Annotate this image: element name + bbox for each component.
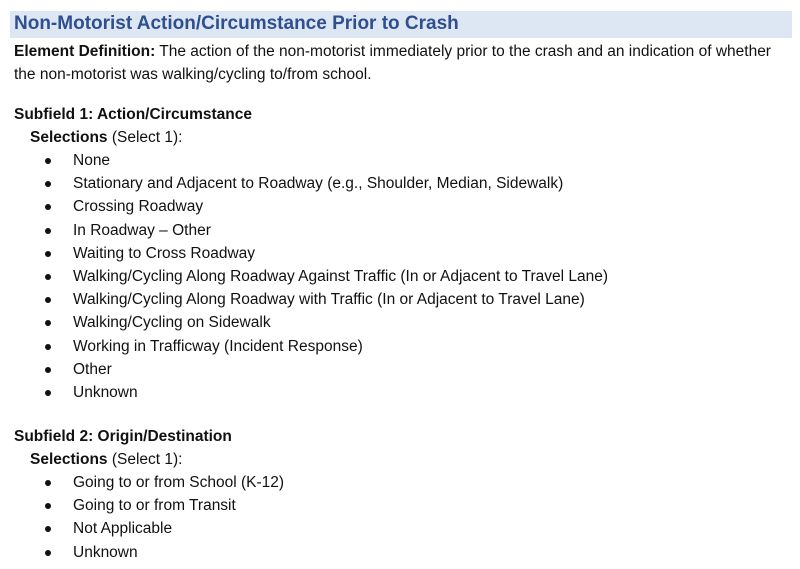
bullet-icon	[45, 274, 51, 280]
selections-note: (Select 1):	[107, 451, 183, 468]
list-item-text: Working in Trafficway (Incident Response)	[73, 337, 363, 355]
list-item-text: Waiting to Cross Roadway	[73, 244, 256, 262]
list-item-text: Crossing Roadway	[73, 198, 204, 216]
bullet-icon	[45, 526, 51, 532]
list-item-text: Walking/Cycling Along Roadway with Traffic (In or Adjacent to Travel Lane)	[73, 291, 585, 309]
definition-text: The action of the non-motorist immediately prior to the crash and an indication of whether the non-motorist was walking/cycling to/from school.	[14, 43, 771, 83]
list-item-text: Unknown	[73, 383, 138, 401]
bullet-icon	[45, 204, 51, 210]
subfield-1-selections	[30, 126, 182, 149]
list-item-text: Unknown	[73, 543, 138, 561]
bullet-icon	[45, 503, 51, 509]
bullet-icon	[45, 228, 51, 234]
subfield-2-heading: Subfield 2: Origin/Destination	[14, 428, 232, 445]
bullet-icon	[45, 480, 51, 486]
list-item-text: Other	[73, 360, 112, 378]
list-item-text: Going to or from Transit	[73, 497, 236, 515]
subfield-1-heading: Subfield 1: Action/Circumstance	[14, 106, 252, 123]
subfield-2-selections	[30, 448, 182, 471]
list-item-text: Going to or from School (K-12)	[73, 474, 285, 491]
bullet-icon	[45, 367, 51, 373]
bullet-icon	[45, 390, 51, 396]
list-item-text: In Roadway – Other	[73, 221, 211, 239]
page-title: Non-Motorist Action/Circumstance Prior to Crash	[14, 13, 459, 34]
list-item-text: None	[73, 152, 111, 169]
bullet-icon	[45, 251, 51, 257]
definition-label: Element Definition:	[14, 43, 156, 60]
title-bar	[10, 11, 792, 38]
list-item-text: Not Applicable	[73, 520, 173, 538]
bullet-icon	[45, 158, 51, 164]
list-item-text: Stationary and Adjacent to Roadway (e.g., Shoulder, Median, Sidewalk)	[73, 175, 564, 193]
bullet-icon	[45, 550, 51, 556]
bullet-icon	[45, 181, 51, 187]
bullet-icon	[45, 320, 51, 326]
bullet-icon	[45, 344, 51, 350]
list-item-text: Walking/Cycling Along Roadway Against Traffic (In or Adjacent to Travel Lane)	[73, 267, 609, 285]
element-definition	[14, 40, 789, 86]
selections-note: (Select 1):	[107, 129, 183, 146]
list-item-text: Walking/Cycling on Sidewalk	[73, 314, 271, 332]
selections-label: Selections	[30, 129, 108, 146]
selections-label: Selections	[30, 451, 108, 468]
bullet-icon	[45, 297, 51, 303]
